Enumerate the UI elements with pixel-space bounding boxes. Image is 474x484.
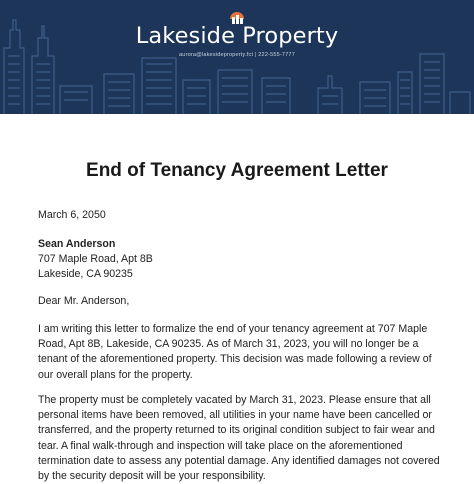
contact-line: aurora@lakesideproperty.fct | 222-555-7777 [179,52,295,58]
recipient-name: Sean Anderson [38,238,116,250]
salutation: Dear Mr. Anderson, [38,295,130,307]
sun-over-building-icon [222,8,252,24]
letter-date: March 6, 2050 [38,209,106,221]
recipient-address [38,237,440,283]
body-paragraph-1: I am writing this letter to formalize the end of your tenancy agreement at 707 Maple Road, Apt 8B, Lakeside, CA 90235. As of March 31, 2023, you will no longer be a tenant of the aforementioned property. This decision was made following a review of our overall plans for the property. [38,323,432,381]
recipient-street: 707 Maple Road, Apt 8B [38,253,153,266]
letterhead [0,0,474,114]
document-title: End of Tenancy Agreement Letter [86,160,388,181]
body-paragraph-2: The property must be completely vacated by March 31, 2023. Please ensure that all personal items have been removed, all utilities in your name have been cancelled or transferred, and the property returned to its original condition subject to fair wear and tear. A final walk-through and inspection will take place on the aforementioned termination date to assess any potential damage. Any identified damages not covered by the security deposit will be your responsibility. [38,394,440,483]
recipient-city: Lakeside, CA 90235 [38,268,133,281]
brand-name: Lakeside Property [135,23,339,49]
